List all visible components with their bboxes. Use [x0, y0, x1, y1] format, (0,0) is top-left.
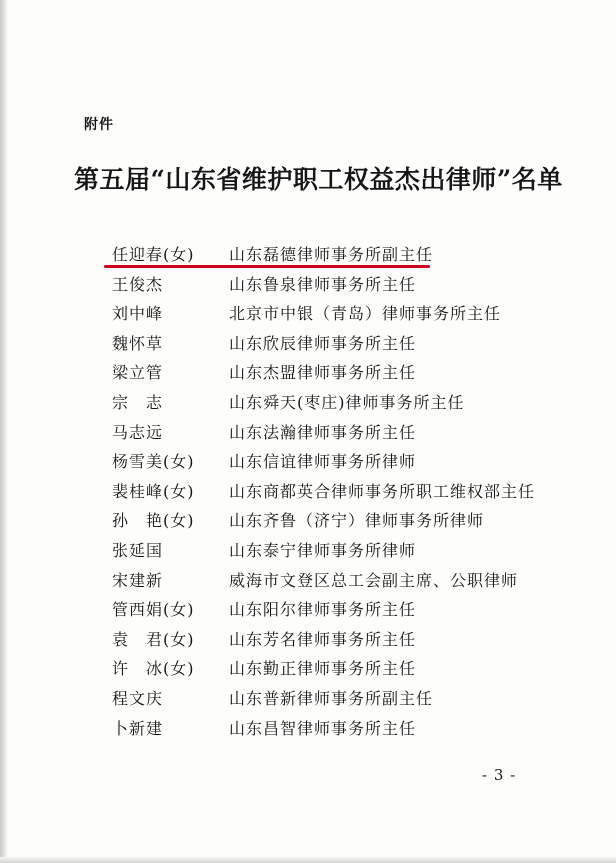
- page-left-edge-shadow: [0, 0, 7, 863]
- entry-name: 宗 志: [112, 392, 164, 412]
- entry-name: 梁立管: [112, 363, 164, 383]
- entry-role: 山东勤正律师事务所主任: [229, 659, 417, 679]
- highlight-underline: [104, 265, 430, 268]
- entry-role: 山东齐鲁（济宁）律师事务所律师: [229, 511, 485, 531]
- entry-name: 魏怀草: [112, 333, 164, 353]
- list-item: [112, 714, 552, 744]
- entry-name: 杨雪美(女): [112, 452, 195, 472]
- entry-role: 山东杰盟律师事务所主任: [229, 363, 417, 383]
- entry-role: 山东欣辰律师事务所主任: [229, 333, 417, 353]
- entry-role: 山东昌智律师事务所主任: [229, 718, 417, 738]
- entry-role: 山东舜天(枣庄)律师事务所主任: [229, 392, 465, 412]
- list-item: [112, 299, 552, 329]
- entry-name: 孙 艳(女): [112, 511, 195, 531]
- entry-role: 山东法瀚律师事务所主任: [229, 422, 417, 442]
- list-item: [112, 388, 552, 418]
- list-item: [112, 654, 552, 684]
- list-item: [112, 536, 552, 566]
- entry-role: 山东芳名律师事务所主任: [229, 629, 417, 649]
- list-item: [112, 447, 552, 477]
- entry-name: 王俊杰: [112, 274, 164, 294]
- page-number: - 3 -: [482, 766, 517, 784]
- attachment-label: 附件: [84, 117, 114, 133]
- entry-name: 张延国: [112, 540, 164, 560]
- entry-role: 山东阳尔律师事务所主任: [229, 600, 417, 620]
- entry-role: 威海市文登区总工会副主席、公职律师: [229, 570, 519, 590]
- list-item: [112, 329, 552, 359]
- list-item: [112, 358, 552, 388]
- entry-role: 山东信谊律师事务所律师: [229, 452, 417, 472]
- list-item: [112, 477, 552, 507]
- entry-name: 许 冰(女): [112, 659, 195, 679]
- entry-name: 任迎春(女): [112, 245, 195, 264]
- entry-name: 裴桂峰(女): [112, 481, 195, 501]
- list-item: [112, 625, 552, 655]
- entry-role: 北京市中银（青岛）律师事务所主任: [229, 304, 502, 324]
- entry-name: 宋建新: [112, 570, 164, 590]
- list-item: [112, 506, 552, 536]
- entry-role: 山东普新律师事务所副主任: [229, 688, 434, 708]
- entry-name: 刘中峰: [112, 304, 164, 324]
- list-item: [112, 684, 552, 714]
- list-item: [112, 595, 552, 625]
- entry-role: 山东鲁泉律师事务所主任: [229, 274, 417, 294]
- entry-name: 管西娟(女): [112, 600, 195, 620]
- list-item: [112, 418, 552, 448]
- award-list: [112, 240, 552, 743]
- entry-role: 山东磊德律师事务所副主任: [229, 245, 434, 264]
- document-title: 第五届“山东省维护职工权益杰出律师”名单: [74, 165, 563, 194]
- entry-role: 山东泰宁律师事务所律师: [229, 540, 417, 560]
- entry-name: 袁 君(女): [112, 629, 195, 649]
- entry-name: 马志远: [112, 422, 164, 442]
- list-item: [112, 566, 552, 596]
- page-bottom-edge: [0, 857, 616, 863]
- entry-name: 程文庆: [112, 688, 164, 708]
- list-item: [112, 270, 552, 300]
- entry-name: 卜新建: [112, 718, 164, 738]
- entry-role: 山东商都英合律师事务所职工维权部主任: [229, 481, 536, 501]
